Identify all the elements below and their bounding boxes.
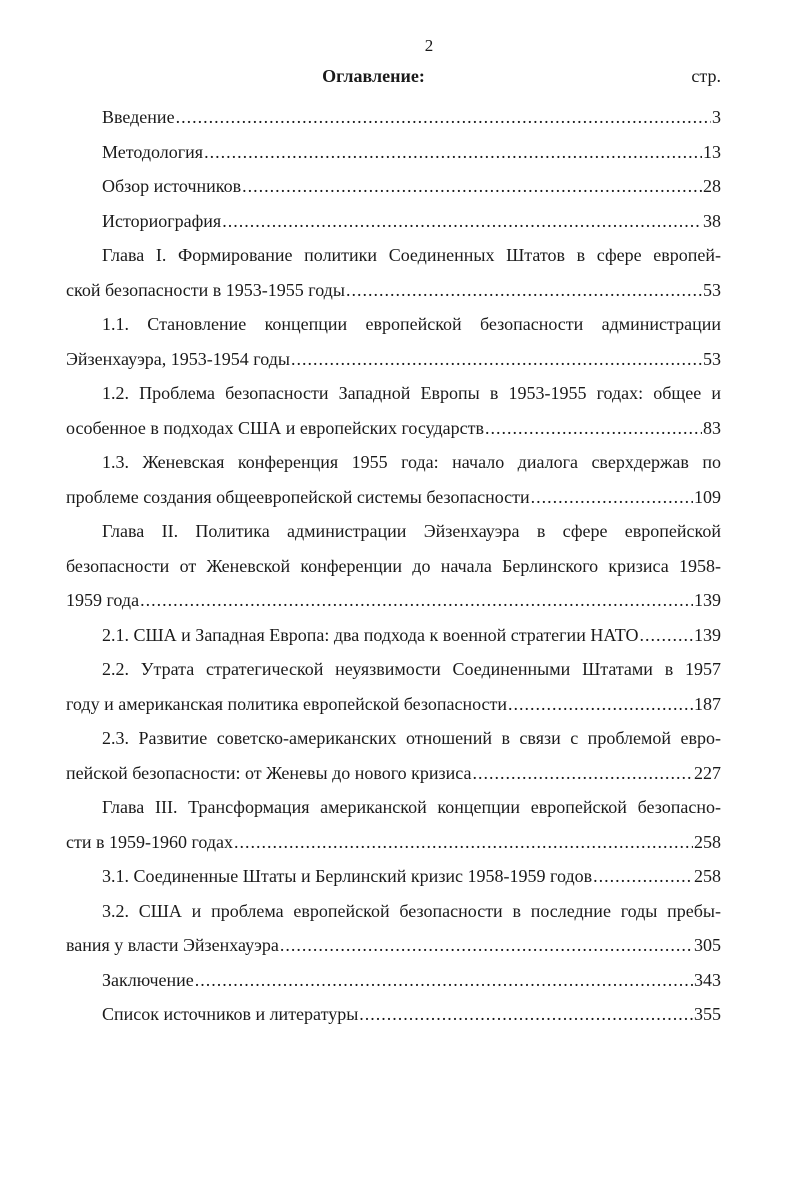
toc-entry[interactable] (66, 618, 721, 653)
toc-entry-text-end: Эйзенхауэра, 1953-1954 годы (66, 348, 290, 369)
toc-page-number: 139 (694, 590, 721, 610)
toc-entry-text: Глава III. Трансформация американской концепции европейской безопасно- (102, 797, 721, 817)
toc-entry-text: Историография (102, 210, 222, 231)
dot-leader (291, 342, 702, 377)
dot-leader (508, 687, 693, 722)
toc-entry-text: Введение (102, 107, 175, 127)
toc-entry[interactable] (66, 790, 721, 859)
toc-entry-text: Список источников и литературы (102, 1004, 359, 1024)
toc-page-number: 83 (703, 417, 721, 438)
toc-entry[interactable] (66, 514, 721, 618)
toc-entry[interactable] (66, 376, 721, 445)
page-number: 2 (424, 36, 434, 55)
toc-page-number: 3 (712, 107, 721, 127)
toc-entry-text: Глава II. Политика администрации Эйзенхауэра в сфере европейской безопасности от Женевской конференции до начала Берлинского кризиса 1958- (66, 521, 721, 576)
toc-entry-text-end: особенное в подходах США и европейских государств (66, 417, 484, 438)
toc-page-number: 38 (703, 210, 721, 231)
toc-entry[interactable] (66, 445, 721, 514)
toc-entry-text: Заключение (102, 969, 194, 990)
toc-entry-text-end: сти в 1959-1960 годах (66, 831, 234, 852)
toc-entry-text: 2.1. США и Западная Европа: два подхода к военной стратегии НАТО (102, 624, 639, 645)
dot-leader (195, 963, 693, 998)
toc-page-number: 258 (694, 831, 721, 852)
toc-entry[interactable] (66, 135, 721, 170)
toc-entry-text: 1.3. Женевская конференция 1955 года: начало диалога сверхдержав по (102, 452, 721, 472)
dot-leader (280, 928, 693, 963)
toc-entry-text-end: проблеме создания общеевропейской системы безопасности (66, 486, 530, 507)
toc-page-number: 355 (694, 1004, 721, 1024)
toc-entry[interactable] (66, 100, 721, 135)
toc-entry-text: 3.1. Соединенные Штаты и Берлинский кризис 1958-1959 годов (102, 866, 593, 886)
dot-leader (359, 997, 693, 1032)
toc-page-number: 227 (694, 762, 721, 783)
toc-entry[interactable] (66, 307, 721, 376)
toc-entry-text: 2.3. Развитие советско-американских отношений в связи с проблемой евро- (102, 728, 721, 748)
toc-entry[interactable] (66, 963, 721, 998)
toc-page-number: 305 (694, 935, 721, 955)
toc-entry[interactable] (66, 894, 721, 963)
toc-entry[interactable] (66, 652, 721, 721)
toc-page-number: 53 (703, 279, 721, 300)
toc-entry-text-end: вания у власти Эйзенхауэра (66, 935, 279, 955)
toc-page-number: 109 (694, 486, 721, 507)
toc-page-number: 258 (694, 866, 721, 886)
toc-entry-text-end: ской безопасности в 1953-1955 годы (66, 279, 345, 300)
toc-entry-text: Обзор источников (102, 176, 242, 196)
toc-header (66, 66, 721, 92)
toc-entry-text: Методология (102, 141, 204, 162)
toc-entry[interactable] (66, 859, 721, 894)
toc-entry-text-end: году и американская политика европейской безопасности (66, 693, 508, 714)
toc-page-number: 139 (694, 624, 721, 645)
toc-title: Оглавление: (322, 66, 425, 86)
toc-page-number: 28 (703, 176, 721, 196)
dot-leader (485, 411, 702, 446)
dot-leader (242, 169, 702, 204)
toc-entry-text: 1.2. Проблема безопасности Западной Европы в 1953-1955 годах: общее и (102, 383, 721, 403)
dot-leader (222, 204, 702, 239)
toc-page-number: 53 (703, 348, 721, 369)
dot-leader (346, 273, 702, 308)
toc-entry[interactable] (66, 169, 721, 204)
dot-leader (593, 859, 693, 894)
toc-entry[interactable] (66, 204, 721, 239)
toc-entry-text-end: пейской безопасности: от Женевы до нового кризиса (66, 762, 472, 783)
page-column-label: стр. (691, 66, 721, 86)
dot-leader (640, 618, 694, 653)
toc-page-number: 13 (703, 141, 721, 162)
table-of-contents (66, 100, 721, 1032)
toc-entry-text: 3.2. США и проблема европейской безопасности в последние годы пребы- (102, 900, 721, 921)
toc-entry[interactable] (66, 721, 721, 790)
dot-leader (176, 100, 711, 135)
toc-page-number: 343 (694, 969, 721, 990)
dot-leader (473, 756, 694, 791)
toc-page-number: 187 (694, 693, 721, 714)
toc-entry-text-end: 1959 года (66, 590, 140, 610)
dot-leader (140, 583, 693, 618)
dot-leader (531, 480, 693, 515)
dot-leader (234, 825, 693, 860)
dot-leader (204, 135, 702, 170)
toc-entry[interactable] (66, 238, 721, 307)
toc-entry-text: 1.1. Становление концепции европейской безопасности администрации (102, 314, 721, 334)
toc-entry[interactable] (66, 997, 721, 1032)
toc-entry-text: Глава I. Формирование политики Соединенных Штатов в сфере европей- (102, 245, 721, 265)
toc-entry-text: 2.2. Утрата стратегической неуязвимости Соединенными Штатами в 1957 (102, 659, 721, 679)
